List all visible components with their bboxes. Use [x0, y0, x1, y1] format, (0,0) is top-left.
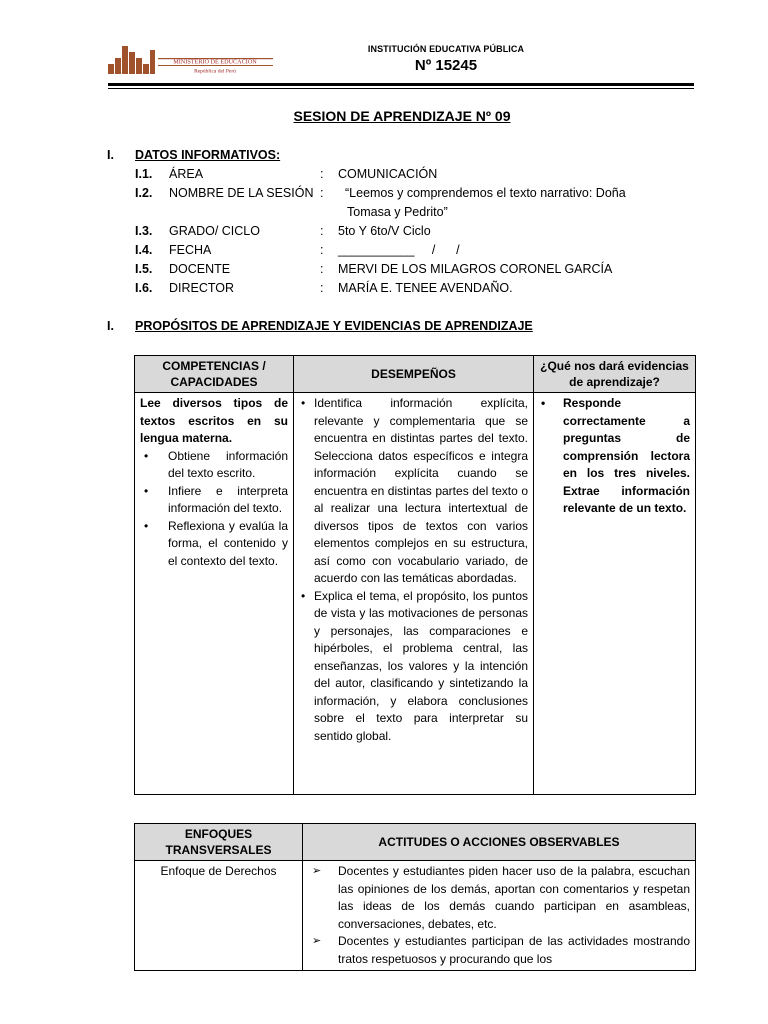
info-value: MERVI DE LOS MILAGROS CORONEL GARCÍA: [338, 262, 613, 276]
info-key: I.4.: [135, 243, 153, 257]
info-key: I.1.: [135, 167, 153, 181]
competencia-text: Lee diversos tipos de textos escritos en su lengua materna.: [140, 396, 288, 445]
info-name: DOCENTE: [169, 262, 231, 276]
info-name: FECHA: [169, 243, 212, 257]
enfoques-table: [134, 823, 696, 971]
header-rule: [108, 83, 694, 86]
info-name: DIRECTOR: [169, 281, 235, 295]
page-title: SESION DE APRENDIZAJE Nº 09: [293, 108, 511, 124]
info-name: GRADO/ CICLO: [169, 224, 260, 238]
list-item: • Explica el tema, el propósito, los puntos de vista y las motivaciones de personas y personajes, las comparaciones e hipérboles, el problema central, las enseñanzas, los valores y la intención del autor, clasificando y sintetizando la información, y elabora conclusiones sobre el texto para interpretar su sentido global.: [299, 588, 528, 746]
info-name: ÁREA: [169, 167, 204, 181]
col-header-desempenos: DESEMPEÑOS: [294, 356, 534, 393]
info-key: I.2.: [135, 186, 153, 200]
evidencias-cell: [534, 393, 696, 795]
ministry-logo: [106, 44, 276, 76]
list-item: • Identifica información explícita, relevante y complementaria que se encuentra en distintas partes del texto. Selecciona datos específicos e integra información explícita cuando se encuentra en distintas partes del texto o al realizar una lectura intertextual de diversos tipos de textos con varios elementos complejos en su estructura, así como con vocabulario variado, de acuerdo con las temáticas abordadas.: [299, 395, 528, 588]
info-colon: :: [320, 243, 324, 257]
list-item: • Responde correctamente a preguntas de comprensión lectora en los tres niveles. Extrae información relevante de un texto.: [539, 395, 690, 518]
info-colon: :: [320, 186, 324, 200]
info-colon: :: [320, 281, 324, 295]
info-value: “Leemos y comprendemos el texto narrativo: Doña: [345, 186, 626, 200]
col-header-enfoques: ENFOQUES TRANSVERSALES: [135, 824, 303, 861]
info-colon: :: [320, 224, 324, 238]
info-key: I.5.: [135, 262, 153, 276]
competencias-cell: [135, 393, 294, 795]
institution-label: INSTITUCIÓN EDUCATIVA PÚBLICA: [367, 44, 525, 54]
section-roman: I.: [107, 319, 114, 333]
republic-name: República del Perú: [194, 68, 236, 75]
info-name: NOMBRE DE LA SESIÓN: [169, 186, 314, 200]
school-number: Nº 15245: [414, 57, 478, 74]
desempenos-list: [299, 395, 528, 745]
ministry-name: MINISTERIO DE EDUCACIÓN: [173, 58, 257, 66]
info-colon: :: [320, 262, 324, 276]
section-heading: PROPÓSITOS DE APRENDIZAJE Y EVIDENCIAS DE APRENDIZAJE: [135, 319, 533, 333]
acciones-list: [308, 863, 690, 968]
acciones-cell: [303, 861, 696, 971]
col-header-evidencias: ¿Qué nos dará evidencias de aprendizaje?: [534, 356, 696, 393]
capacidades-list: [140, 448, 288, 571]
list-item: • Infiere e interpreta información del texto.: [140, 483, 288, 518]
info-value-cont: Tomasa y Pedrito”: [347, 205, 448, 219]
info-value: ___________ / /: [338, 243, 460, 257]
list-item: • Reflexiona y evalúa la forma, el contenido y el contexto del texto.: [140, 518, 288, 571]
list-item: ➢ Docentes y estudiantes piden hacer uso de la palabra, escuchan las opiniones de los demás, aportan con comentarios y respetan las ideas de los demás cuando participan en asambleas, conversaciones, debates, etc.: [308, 863, 690, 933]
info-key: I.6.: [135, 281, 153, 295]
section-heading: DATOS INFORMATIVOS:: [135, 148, 281, 162]
col-header-competencias: COMPETENCIAS / CAPACIDADES: [135, 356, 294, 393]
col-header-acciones: ACTITUDES O ACCIONES OBSERVABLES: [303, 824, 696, 861]
list-item: • Obtiene información del texto escrito.: [140, 448, 288, 483]
info-value: MARÍA E. TENEE AVENDAÑO.: [338, 281, 513, 295]
desempenos-cell: [294, 393, 534, 795]
info-value: COMUNICACIÓN: [338, 167, 438, 181]
propositos-table: [134, 355, 696, 795]
info-value: 5to Y 6to/V Ciclo: [338, 224, 431, 238]
info-key: I.3.: [135, 224, 153, 238]
info-colon: :: [320, 167, 324, 181]
list-item: ➢ Docentes y estudiantes participan de las actividades mostrando tratos respetuosos y procurando que los: [308, 933, 690, 968]
header-rule-thin: [108, 88, 694, 89]
evidencias-list: [539, 395, 690, 518]
section-roman: I.: [107, 148, 114, 162]
enfoque-cell: Enfoque de Derechos: [135, 861, 303, 971]
